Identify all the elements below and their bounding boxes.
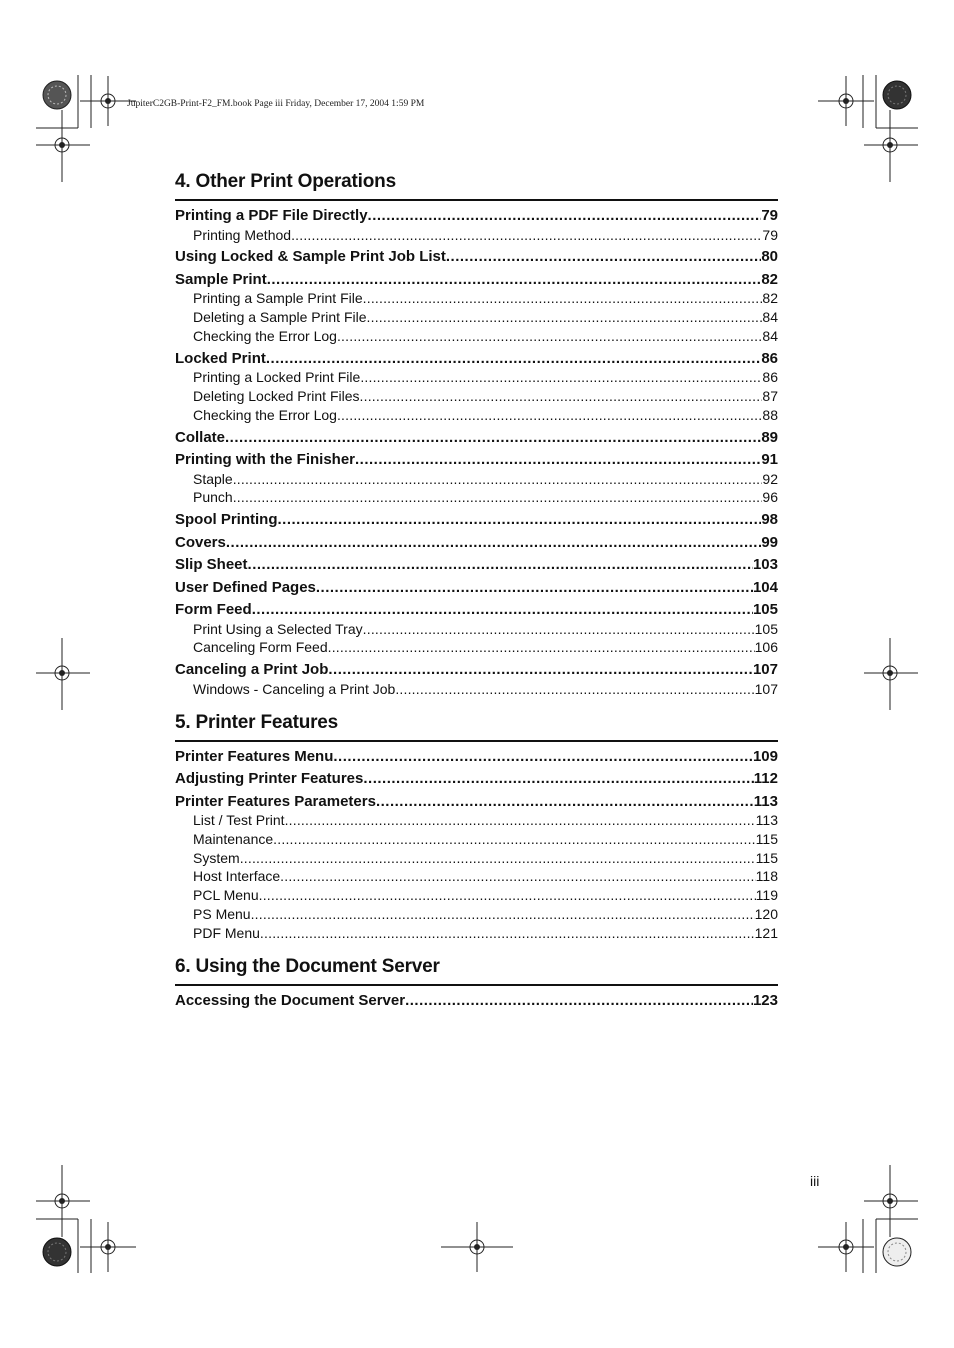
toc-entry[interactable]	[175, 599, 778, 622]
entry-label: Printer Features Parameters	[175, 792, 376, 810]
dot-leader	[280, 867, 756, 886]
entry-page-number: 113	[753, 792, 778, 810]
entry-label: Accessing the Document Server	[175, 991, 406, 1009]
entry-label: User Defined Pages	[175, 578, 316, 596]
toc-section	[175, 170, 778, 699]
entry-page-number: 86	[761, 349, 778, 367]
entry-label: Windows - Canceling a Print Job	[193, 680, 396, 697]
toc-entry[interactable]	[175, 246, 778, 269]
entry-page-number: 121	[754, 924, 778, 941]
entry-page-number: 109	[752, 747, 778, 765]
entry-page-number: 84	[762, 327, 778, 344]
toc-subentry[interactable]	[175, 620, 778, 639]
entry-label: Printing a Sample Print File	[193, 290, 363, 307]
toc-entry[interactable]	[175, 659, 778, 682]
entry-page-number: 105	[754, 620, 778, 637]
entry-label: PS Menu	[193, 906, 251, 923]
entry-page-number: 118	[755, 868, 778, 885]
dot-leader	[316, 577, 753, 600]
toc-entry[interactable]	[175, 554, 778, 577]
entry-label: Canceling a Print Job	[175, 661, 329, 679]
toc-section	[175, 711, 778, 943]
toc-entry[interactable]	[175, 746, 778, 769]
entry-page-number: 82	[762, 290, 778, 307]
toc-subentry[interactable]	[175, 308, 778, 327]
dot-leader	[248, 554, 753, 577]
toc-subentry[interactable]	[175, 368, 778, 387]
dot-leader	[266, 348, 761, 371]
dot-leader	[337, 327, 762, 346]
page-number: iii	[810, 1173, 820, 1189]
entry-page-number: 92	[762, 470, 778, 487]
toc-subentry[interactable]	[175, 226, 778, 245]
toc-entry[interactable]	[175, 791, 778, 814]
entry-page-number: 88	[762, 406, 778, 423]
dot-leader	[363, 620, 755, 639]
entry-page-number: 104	[752, 578, 778, 596]
dot-leader	[355, 449, 761, 472]
toc-entry[interactable]	[175, 768, 778, 791]
entry-page-number: 115	[755, 849, 778, 866]
entry-page-number: 106	[754, 639, 778, 656]
toc-subentry[interactable]	[175, 811, 778, 830]
entry-label: Deleting a Sample Print File	[193, 309, 367, 326]
entry-label: Printing Method	[193, 226, 292, 243]
dot-leader	[376, 791, 754, 814]
toc-subentry[interactable]	[175, 638, 778, 657]
dot-leader	[367, 308, 763, 327]
dot-leader	[251, 905, 755, 924]
entry-label: List / Test Print	[193, 812, 285, 829]
entry-label: Printing with the Finisher	[175, 451, 355, 469]
toc-subentry[interactable]	[175, 849, 778, 868]
entry-page-number: 89	[761, 428, 778, 446]
entry-page-number: 103	[752, 556, 778, 574]
dot-leader	[225, 427, 761, 450]
entry-label: Collate	[175, 428, 226, 446]
toc-entry[interactable]	[175, 509, 778, 532]
entry-label: Sample Print	[175, 270, 267, 288]
entry-page-number: 98	[761, 511, 778, 529]
dot-leader	[260, 924, 755, 943]
entry-label: Covers	[175, 533, 226, 551]
entry-label: Printing a Locked Print File	[193, 369, 361, 386]
toc-subentry[interactable]	[175, 387, 778, 406]
dot-leader	[360, 387, 763, 406]
dot-leader	[405, 990, 753, 1013]
entry-page-number: 107	[752, 661, 778, 679]
section-title: 6. Using the Document Server	[175, 955, 778, 986]
entry-label: System	[193, 849, 240, 866]
entry-label: Slip Sheet	[175, 556, 248, 574]
entry-page-number: 86	[762, 369, 778, 386]
dot-leader	[368, 205, 762, 228]
toc-subentry[interactable]	[175, 886, 778, 905]
toc-entry[interactable]	[175, 348, 778, 371]
toc-entry[interactable]	[175, 205, 778, 228]
entry-label: Locked Print	[175, 349, 266, 367]
toc-subentry[interactable]	[175, 327, 778, 346]
dot-leader	[291, 226, 762, 245]
entry-page-number: 87	[762, 387, 778, 404]
entry-page-number: 113	[755, 812, 778, 829]
dot-leader	[360, 368, 762, 387]
dot-leader	[240, 849, 756, 868]
toc-subentry[interactable]	[175, 924, 778, 943]
toc-entry[interactable]	[175, 449, 778, 472]
entry-page-number: 119	[755, 887, 778, 904]
dot-leader	[233, 470, 763, 489]
entry-page-number: 105	[752, 601, 778, 619]
entry-label: PDF Menu	[193, 924, 260, 941]
entry-label: Print Using a Selected Tray	[193, 620, 363, 637]
section-title: 5. Printer Features	[175, 711, 778, 742]
entry-label: Spool Printing	[175, 511, 278, 529]
dot-leader	[337, 406, 762, 425]
dot-leader	[226, 532, 761, 555]
entry-label: Canceling Form Feed	[193, 639, 328, 656]
toc-subentry[interactable]	[175, 289, 778, 308]
entry-page-number: 107	[754, 680, 778, 697]
entry-page-number: 79	[761, 207, 778, 224]
toc-subentry[interactable]	[175, 488, 778, 507]
entry-page-number: 80	[761, 248, 778, 266]
entry-page-number: 112	[753, 770, 778, 788]
entry-page-number: 96	[762, 489, 778, 506]
entry-label: Staple	[193, 470, 233, 487]
toc-entry[interactable]	[175, 990, 778, 1013]
dot-leader	[328, 659, 753, 682]
entry-label: Deleting Locked Print Files	[193, 387, 360, 404]
print-job-header: JupiterC2GB-Print-F2_FM.book Page iii Friday, December 17, 2004 1:59 PM	[127, 99, 425, 109]
entry-page-number: 84	[762, 309, 778, 326]
entry-label: PCL Menu	[193, 887, 259, 904]
dot-leader	[233, 488, 763, 507]
entry-label: Using Locked & Sample Print Job List	[175, 248, 446, 266]
dot-leader	[259, 886, 756, 905]
entry-page-number: 82	[761, 270, 778, 288]
entry-page-number: 91	[761, 451, 778, 469]
entry-page-number: 99	[761, 533, 778, 551]
dot-leader	[278, 509, 762, 532]
entry-page-number: 120	[754, 906, 778, 923]
toc-subentry[interactable]	[175, 905, 778, 924]
entry-label: Form Feed	[175, 601, 252, 619]
toc-subentry[interactable]	[175, 470, 778, 489]
dot-leader	[273, 830, 756, 849]
entry-label: Punch	[193, 489, 233, 506]
entry-label: Adjusting Printer Features	[175, 770, 364, 788]
dot-leader	[285, 811, 756, 830]
entry-label: Printing a PDF File Directly	[175, 207, 368, 224]
table-of-contents	[175, 170, 778, 1024]
dot-leader	[363, 289, 763, 308]
entry-page-number: 79	[762, 226, 778, 243]
toc-subentry[interactable]	[175, 680, 778, 699]
section-title: 4. Other Print Operations	[175, 170, 778, 201]
entry-label: Checking the Error Log	[193, 327, 337, 344]
toc-section	[175, 955, 778, 1013]
toc-subentry[interactable]	[175, 406, 778, 425]
dot-leader	[328, 638, 755, 657]
dot-leader	[267, 269, 762, 292]
dot-leader	[252, 599, 753, 622]
dot-leader	[446, 246, 761, 269]
entry-label: Printer Features Menu	[175, 747, 334, 765]
toc-subentry[interactable]	[175, 867, 778, 886]
toc-subentry[interactable]	[175, 830, 778, 849]
entry-page-number: 123	[752, 991, 778, 1009]
toc-entry[interactable]	[175, 269, 778, 292]
entry-label: Checking the Error Log	[193, 406, 337, 423]
entry-label: Host Interface	[193, 868, 281, 885]
entry-label: Maintenance	[193, 830, 274, 847]
entry-page-number: 115	[755, 830, 778, 847]
toc-entry[interactable]	[175, 532, 778, 555]
dot-leader	[333, 746, 753, 769]
toc-entry[interactable]	[175, 427, 778, 450]
toc-entry[interactable]	[175, 577, 778, 600]
dot-leader	[395, 680, 754, 699]
dot-leader	[363, 768, 753, 791]
